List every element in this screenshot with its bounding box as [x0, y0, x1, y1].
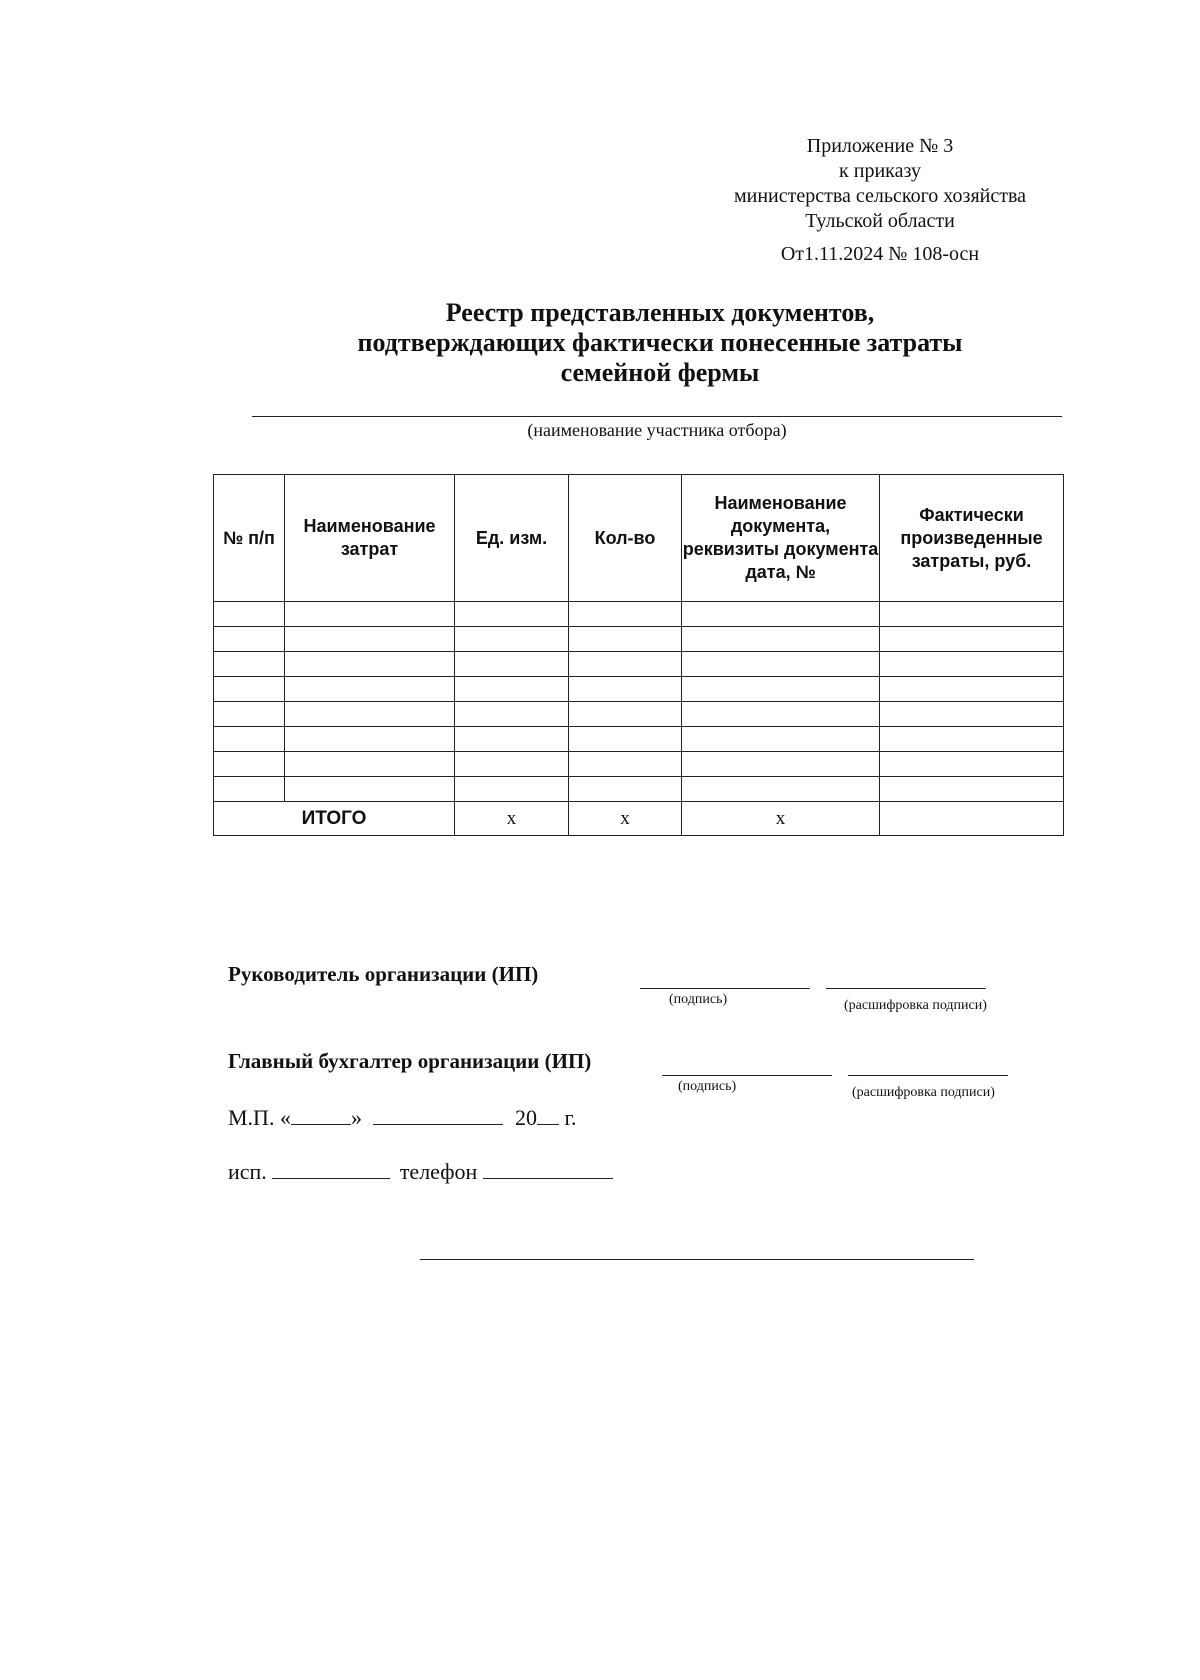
table-cell[interactable]: [214, 677, 285, 702]
table-cell[interactable]: [682, 702, 880, 727]
phone-blank[interactable]: [483, 1158, 613, 1179]
table-row: [214, 702, 1064, 727]
table-row: [214, 602, 1064, 627]
total-document: x: [682, 802, 880, 836]
table-row: [214, 627, 1064, 652]
title-line-1: Реестр представленных документов,: [445, 298, 875, 327]
year-suffix: г.: [564, 1105, 577, 1130]
bottom-separator-line: [420, 1259, 974, 1260]
table-cell[interactable]: [569, 677, 682, 702]
table-cell[interactable]: [569, 602, 682, 627]
table-cell[interactable]: [455, 727, 569, 752]
table-total-row: [214, 802, 1064, 836]
day-blank[interactable]: [291, 1104, 351, 1125]
header-expense-name: Наименование затрат: [285, 475, 455, 602]
year-blank[interactable]: [537, 1104, 559, 1125]
table-cell[interactable]: [682, 677, 880, 702]
appendix-header: [700, 134, 1060, 267]
accountant-decode-caption: (расшифровка подписи): [852, 1085, 995, 1100]
table-cell[interactable]: [569, 702, 682, 727]
table-cell[interactable]: [285, 602, 455, 627]
participant-name-line[interactable]: [252, 416, 1062, 417]
table-cell[interactable]: [569, 752, 682, 777]
table-cell[interactable]: [285, 702, 455, 727]
table-cell[interactable]: [285, 677, 455, 702]
table-cell[interactable]: [682, 627, 880, 652]
header-number: № п/п: [214, 475, 285, 602]
table-cell[interactable]: [214, 652, 285, 677]
table-cell[interactable]: [214, 777, 285, 802]
table-cell[interactable]: [214, 752, 285, 777]
table-cell[interactable]: [880, 677, 1064, 702]
head-signature-row: [228, 962, 1068, 1012]
accountant-decode-line[interactable]: [848, 1075, 1008, 1076]
table-cell[interactable]: [682, 602, 880, 627]
table-row: [214, 777, 1064, 802]
table-body: [214, 602, 1064, 836]
table-cell[interactable]: [880, 652, 1064, 677]
year-prefix: 20: [514, 1105, 537, 1130]
stamp-close-quote: »: [350, 1105, 362, 1130]
month-blank[interactable]: [373, 1104, 503, 1125]
total-sum[interactable]: [880, 802, 1064, 836]
title-line-2: подтверждающих фактически понесенные затраты: [357, 328, 963, 357]
appendix-date: От1.11.2024 № 108-осн: [780, 243, 980, 265]
table-cell[interactable]: [880, 727, 1064, 752]
table-row: [214, 752, 1064, 777]
header-unit: Ед. изм.: [455, 475, 569, 602]
header-document: Наименование документа, реквизиты документа дата, №: [682, 475, 880, 602]
table-cell[interactable]: [569, 652, 682, 677]
table-cell[interactable]: [569, 727, 682, 752]
table-cell[interactable]: [455, 677, 569, 702]
table-cell[interactable]: [880, 752, 1064, 777]
table-cell[interactable]: [682, 752, 880, 777]
header-actual-costs: Фактически произведенные затраты, руб.: [880, 475, 1064, 602]
table-cell[interactable]: [214, 627, 285, 652]
table-cell[interactable]: [214, 602, 285, 627]
table-cell[interactable]: [214, 727, 285, 752]
table-cell[interactable]: [285, 727, 455, 752]
title-line-3: семейной фермы: [560, 358, 760, 387]
accountant-signature-line[interactable]: [662, 1075, 832, 1076]
participant-caption: (наименование участника отбора): [527, 420, 787, 440]
document-title: [250, 298, 1070, 388]
table-cell[interactable]: [682, 652, 880, 677]
table-cell[interactable]: [682, 727, 880, 752]
stamp-label: М.П. «: [228, 1105, 291, 1130]
table-cell[interactable]: [880, 602, 1064, 627]
table-header-row: [214, 475, 1064, 602]
table-cell[interactable]: [285, 652, 455, 677]
table-cell[interactable]: [285, 777, 455, 802]
header-quantity: Кол-во: [569, 475, 682, 602]
table-cell[interactable]: [455, 602, 569, 627]
table-row: [214, 652, 1064, 677]
table-cell[interactable]: [285, 752, 455, 777]
table-cell[interactable]: [880, 627, 1064, 652]
total-unit: x: [455, 802, 569, 836]
executor-label: исп.: [228, 1159, 267, 1184]
accountant-signature-caption: (подпись): [678, 1079, 737, 1094]
accountant-signature-row: [228, 1049, 1068, 1099]
head-signature-caption: (подпись): [669, 992, 728, 1007]
table-row: [214, 677, 1064, 702]
accountant-signature-label: Главный бухгалтер организации (ИП): [228, 1049, 592, 1073]
table-cell[interactable]: [880, 702, 1064, 727]
total-label: ИТОГО: [214, 802, 455, 836]
table-cell[interactable]: [455, 777, 569, 802]
registry-table: [213, 474, 1064, 836]
table-row: [214, 727, 1064, 752]
head-decode-line[interactable]: [826, 988, 986, 989]
table-cell[interactable]: [569, 777, 682, 802]
phone-label: телефон: [399, 1159, 478, 1184]
appendix-region: Тульской области: [805, 210, 955, 232]
table-cell[interactable]: [285, 627, 455, 652]
table-cell[interactable]: [455, 652, 569, 677]
total-quantity: x: [569, 802, 682, 836]
appendix-number: Приложение № 3: [806, 135, 954, 157]
table-cell[interactable]: [682, 777, 880, 802]
head-signature-line[interactable]: [640, 988, 810, 989]
appendix-ministry: министерства сельского хозяйства: [733, 185, 1027, 207]
table-cell[interactable]: [455, 752, 569, 777]
executor-row: [228, 1158, 613, 1185]
appendix-order: к приказу: [839, 160, 921, 182]
executor-blank[interactable]: [272, 1158, 390, 1179]
table-cell[interactable]: [455, 702, 569, 727]
stamp-date-row: [228, 1104, 577, 1131]
table-cell[interactable]: [880, 777, 1064, 802]
table-cell[interactable]: [569, 627, 682, 652]
table-cell[interactable]: [214, 702, 285, 727]
table-cell[interactable]: [455, 627, 569, 652]
head-decode-caption: (расшифровка подписи): [844, 998, 987, 1013]
head-signature-label: Руководитель организации (ИП): [228, 962, 539, 986]
